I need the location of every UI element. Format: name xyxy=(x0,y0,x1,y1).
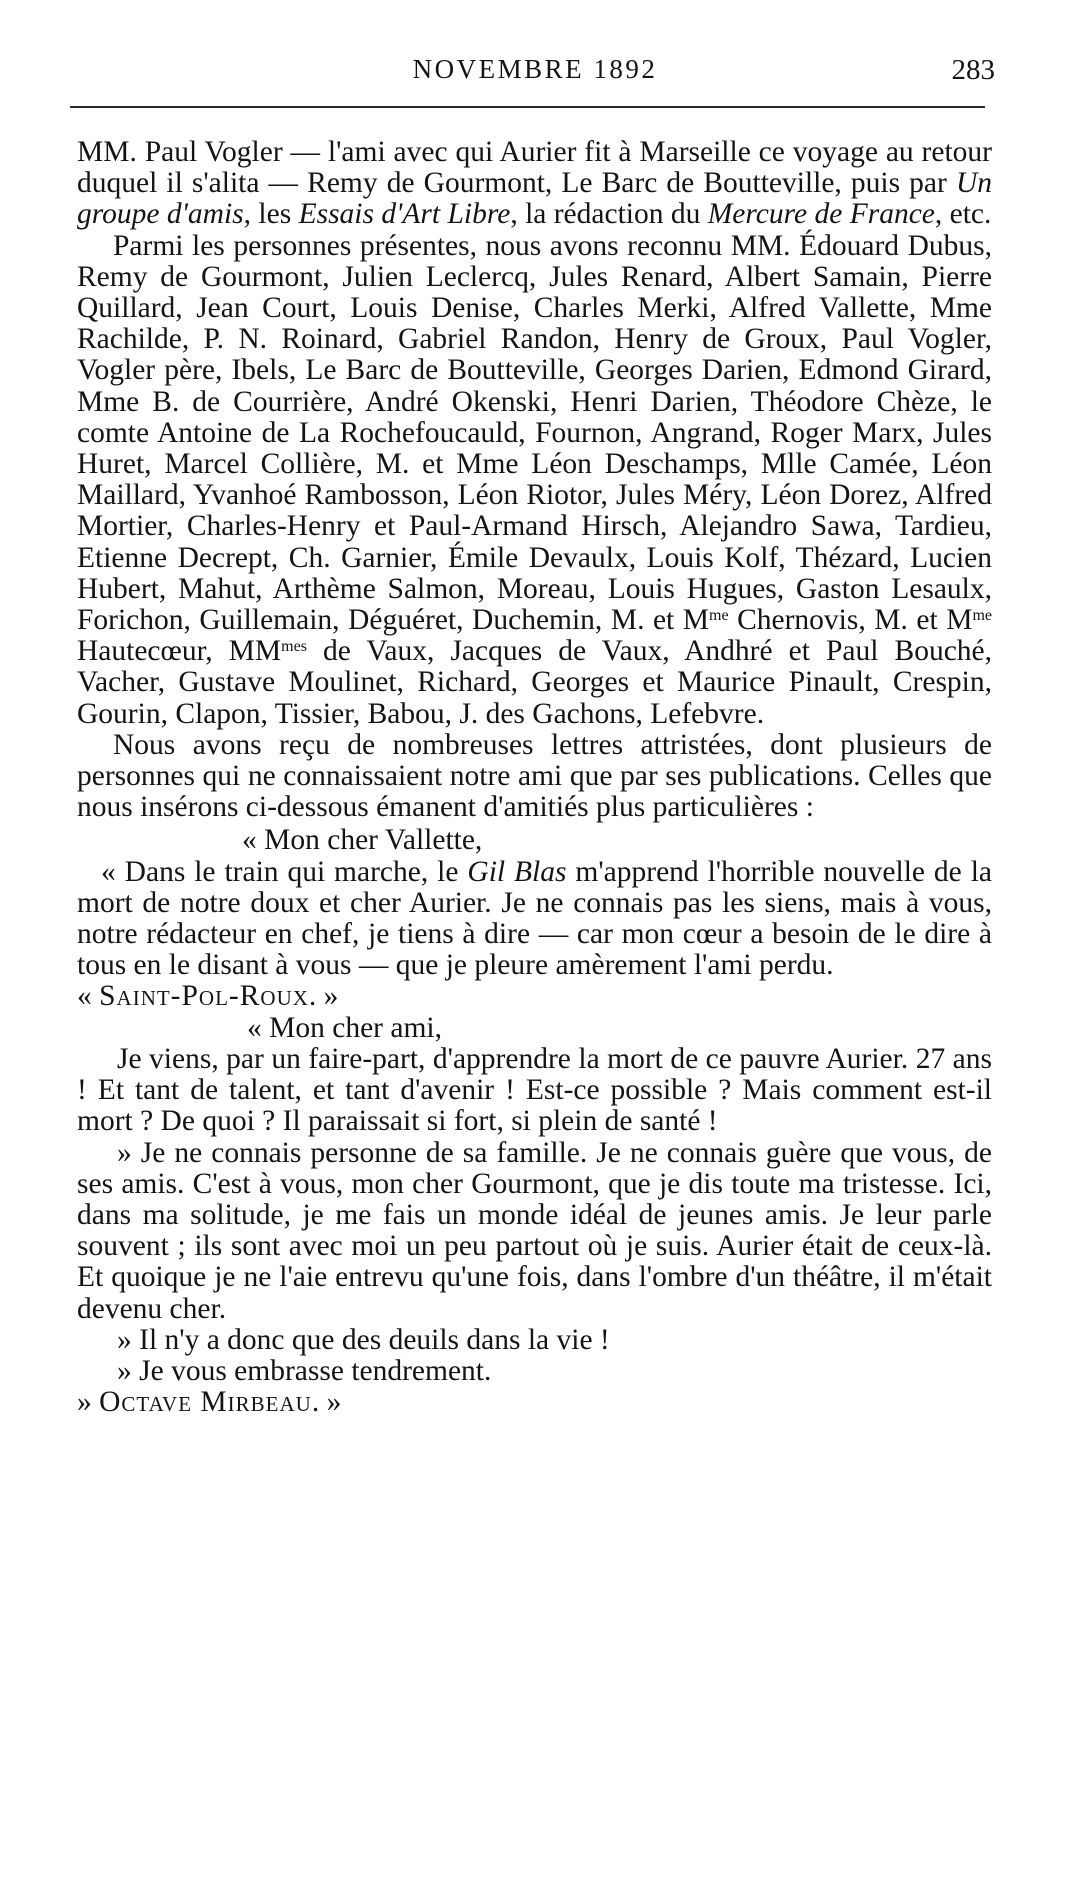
body-text xyxy=(77,137,992,1418)
superscript: me xyxy=(972,607,992,625)
superscript: me xyxy=(709,607,729,625)
text-run: « Dans le train qui marche, le xyxy=(101,855,468,888)
running-head xyxy=(75,48,995,96)
superscript: mes xyxy=(281,638,307,656)
letter2-paragraph: » Je ne connais personne de sa famille. Je ne connais guère que vous, de ses amis. C'est à vous, mon cher Gourmont, que je dis toute ma tristesse. Ici, dans ma solitude, je me fais un monde idéal de jeunes amis. Je leur parle souvent ; ils sont avec moi un peu partout où je suis. Aurier était de ceux-là. Et quoique je ne l'aie entrevu qu'une fois, dans l'ombre d'un théâtre, il m'était devenu cher. xyxy=(77,1136,992,1325)
text-run: , etc. xyxy=(934,198,992,231)
paragraph-letters-intro: Nous avons reçu de nombreuses lettres attristées, dont plusieurs de personnes qui ne connaissaient notre ami que par ses publications. Celles que nous insérons ci-dessous émanent d'amitiés plus particulières : xyxy=(77,728,992,824)
letter2-paragraph: Je viens, par un faire-part, d'apprendre la mort de ce pauvre Aurier. 27 ans ! Et tant de talent, et tant d'avenir ! Est-ce possible ? Mais comment est-il mort ? De quoi ? Il paraissait si fort, si plein de santé ! xyxy=(77,1042,992,1138)
header-rule xyxy=(70,106,985,108)
text-run: MM. Paul Vogler — l'ami avec qui Aurier fit à Marseille ce voyage au retour duquel il s'alita — Remy de Gourmont, Le Barc de Boutteville, puis par xyxy=(77,136,992,200)
italic-title: Un groupe d'amis xyxy=(77,167,992,231)
text-run: « xyxy=(77,980,100,1013)
text-run: , la rédaction du xyxy=(510,198,708,231)
running-title: NOVEMBRE 1892 xyxy=(412,54,658,84)
text-run: de Vaux, Jacques de Vaux, Andhré et Paul Bouché, Vacher, Gustave Moulinet, Richard, Georges et Maurice Pinault, Crespin, Gourin, Clapon, Tissier, Babou, J. des Gachons, Lefebvre. xyxy=(77,635,993,730)
letter2-paragraph: » Il n'y a donc que des deuils dans la vie ! xyxy=(117,1323,610,1356)
italic-title: Mercure de France xyxy=(707,198,935,231)
text-run: . » xyxy=(311,1386,342,1419)
text-run: » xyxy=(77,1386,100,1419)
page-number: 283 xyxy=(951,54,995,86)
text-run: m'apprend l'horrible nouvelle de la mort de notre doux et cher Aurier. Je ne connais pas les siens, mais à vous, notre rédacteur en chef, je tiens à dire — car mon cœur a besoin de le dire à tous en le disant à vous — que je pleure amèrement l'ami perdu. xyxy=(77,855,992,982)
text-run: . » xyxy=(308,980,339,1013)
signature-name: Octave Mirbeau xyxy=(99,1386,312,1419)
text-run: Hautecœur, MM xyxy=(77,635,282,668)
letter2-paragraph: » Je vous embrasse tendrement. xyxy=(117,1354,492,1387)
text-run: Parmi les personnes présentes, nous avons reconnu MM. Édouard Dubus, Remy de Gourmont, Julien Leclercq, Jules Renard, Albert Samain, Pierre Quillard, Jean Court, Louis Denise, Charles Merki, Alfred Vallette, Mme Rachilde, P. N. Roinard, Gabriel Randon, Henry de Groux, Paul Vogler, Vogler père, Ibels, Le Barc de Boutteville, Georges Darien, Edmond Girard, Mme B. de Courrière, André Okenski, Henri Darien, Théodore Chèze, le comte Antoine de La Rochefoucauld, Fournon, Angrand, Roger Marx, Jules Huret, Marcel Collière, M. et Mme Léon Deschamps, Mlle Camée, Léon Maillard, Yvanhoé Rambosson, Léon Riotor, Jules Méry, Léon Dorez, Alfred Mortier, Charles-Henry et Paul-Armand Hirsch, Alejandro Sawa, Tardieu, Etienne Decrept, Ch. Garnier, Émile Devaulx, Louis Kolf, Thézard, Lucien Hubert, Mahut, Arthème Salmon, Moreau, Louis Hugues, Gaston Lesaulx, Forichon, Guillemain, Déguéret, Duchemin, M. et M xyxy=(77,229,992,637)
signature-name: Saint-Pol-Roux xyxy=(99,980,309,1013)
paragraph-attendees xyxy=(77,231,992,730)
text-run: , les xyxy=(243,198,299,231)
italic-title: Essais d'Art Libre xyxy=(298,198,511,231)
text-run: Chernovis, M. et M xyxy=(728,604,973,637)
letter1-body xyxy=(77,857,992,982)
italic-title: Gil Blas xyxy=(467,855,567,888)
letter1-salutation: « Mon cher Vallette, xyxy=(242,824,483,857)
paragraph-senders xyxy=(77,137,992,231)
letter2-salutation: « Mon cher ami, xyxy=(247,1011,442,1044)
letter1-signature xyxy=(77,981,992,1012)
letter2-signature xyxy=(77,1387,992,1418)
